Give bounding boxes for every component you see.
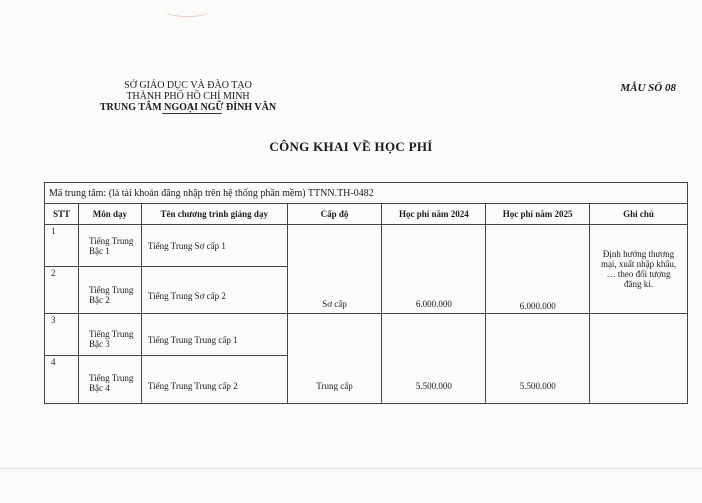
- row-program: Tiếng Trung Sơ cấp 2: [141, 267, 287, 314]
- department-line-1: SỞ GIÁO DỤC VÀ ĐÀO TẠO: [124, 80, 252, 91]
- row-program: Tiếng Trung Trung cấp 2: [141, 356, 287, 404]
- faint-stamp-mark: [165, 6, 210, 17]
- row-program: Tiếng Trung Sơ cấp 1: [141, 225, 287, 267]
- col-header-subject: Môn dạy: [78, 204, 141, 225]
- group-fee-2025: 5.500.000: [486, 314, 590, 404]
- row-stt: 1: [45, 225, 79, 267]
- issuing-authority: [98, 80, 278, 114]
- group-level: Trung cấp: [287, 314, 382, 404]
- group-fee-2024: 5.500.000: [382, 314, 486, 404]
- tuition-table: [44, 182, 688, 404]
- col-header-level: Cấp độ: [287, 204, 382, 225]
- subject-name: Tiếng Trung: [88, 372, 134, 383]
- group-fee-2024: 6.000.000: [382, 225, 486, 314]
- row-subject: [78, 225, 141, 267]
- subject-level: Bậc 3: [88, 338, 110, 349]
- row-subject: [78, 267, 141, 314]
- page-edge-line: [0, 468, 702, 469]
- col-header-note: Ghi chú: [590, 204, 688, 225]
- table-header-row: [45, 204, 688, 225]
- subject-name: Tiếng Trung: [88, 285, 134, 295]
- col-header-program: Tên chương trình giảng dạy: [141, 204, 287, 225]
- col-header-stt: STT: [45, 204, 79, 225]
- table-row: [45, 314, 688, 356]
- col-header-fee-2024: Học phí năm 2024: [382, 204, 486, 225]
- page-title: CÔNG KHAI VỀ HỌC PHÍ: [269, 139, 433, 154]
- department-line-2: THÀNH PHỐ HỒ CHÍ MINH: [126, 91, 250, 102]
- group-note: Định hướng thương mại, xuất nhập khẩu, … theo đối tượng đăng kí.: [590, 225, 688, 314]
- subject-level: Bậc 4: [88, 382, 110, 393]
- center-name-underline: [162, 113, 222, 114]
- subject-level: Bậc 1: [88, 245, 110, 256]
- row-stt: 4: [45, 356, 79, 404]
- row-stt: 2: [45, 267, 79, 314]
- col-header-fee-2025: Học phí năm 2025: [486, 204, 590, 225]
- row-subject: [78, 356, 141, 404]
- subject-name: Tiếng Trung: [88, 328, 134, 339]
- subject-level: Bậc 2: [88, 295, 110, 305]
- row-stt: 3: [45, 314, 79, 356]
- group-level: Sơ cấp: [287, 225, 382, 314]
- subject-name: Tiếng Trung: [88, 235, 134, 246]
- center-code-label: Mã trung tâm: (là tài khoản đăng nhập trên hệ thống phần mềm) TTNN.TH-0482: [45, 183, 688, 204]
- table-row: [45, 225, 688, 267]
- form-number: MẪU SỐ 08: [620, 82, 676, 94]
- center-code-row: [45, 183, 688, 204]
- row-program: Tiếng Trung Trung cấp 1: [141, 314, 287, 356]
- group-note: [590, 314, 688, 404]
- row-subject: [78, 314, 141, 356]
- group-fee-2025: 6.000.000: [486, 225, 590, 314]
- center-name: TRUNG TÂM NGOẠI NGỮ ĐÌNH VÂN: [99, 102, 277, 113]
